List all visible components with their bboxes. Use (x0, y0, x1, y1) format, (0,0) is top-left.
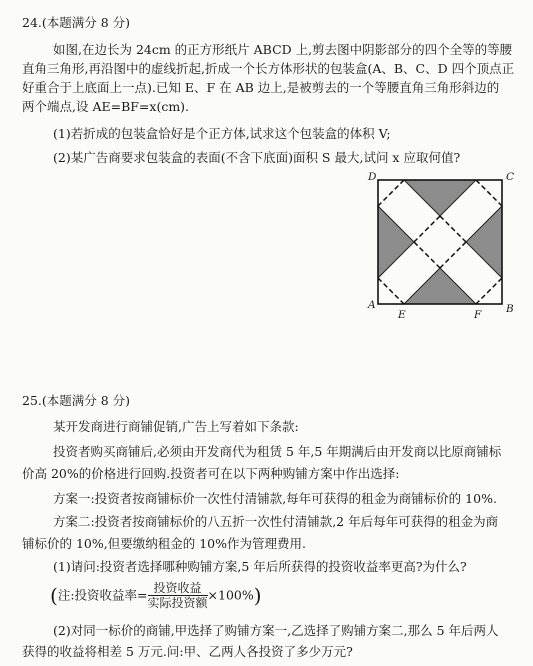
q25-plan-one: 方案一:投资者按商铺标价一次性付清铺款,每年可获得的租金为商铺标价的 10%. (53, 491, 497, 506)
q24-heading: 24.(本题满分 8 分) (22, 15, 131, 30)
label-b: B (506, 303, 514, 315)
q25-text-line: 铺标价的 10%,但要缴纳租金的 10%作为管理费用. (22, 536, 306, 551)
q25-text-line: 获得的收益将相差 5 万元.问:甲、乙两人各投资了多少万元? (22, 644, 353, 659)
figure-svg (368, 172, 520, 328)
q24-text-line: 直角三角形,再沿图中的虚线折起,折成一个长方体形状的包装盒(A、B、C、D 四个顶点正 (22, 61, 515, 76)
label-a: A (368, 299, 376, 311)
q24-text-line: 好重合于上底面上一点).已知 E、F 在 AB 边上,是被剪去的一个等腰直角三角形斜边的 (22, 80, 500, 95)
q25-part2: (2)对同一标价的商铺,甲选择了购铺方案一,乙选择了购铺方案二,那么 5 年后两人 (53, 623, 499, 638)
shaded-triangle-left (378, 206, 414, 278)
q24-part2: (2)某广告商要求包装盒的表面(不含下底面)面积 S 最大,试问 x 应取何值? (53, 150, 461, 165)
q25-intro: 某开发商进行商铺促销,广告上写着如下条款: (53, 419, 299, 434)
formula-fraction (148, 582, 208, 609)
q25-text-line: 价高 20%的价格进行回购.投资者可在以下两种购铺方案中作出选择: (22, 466, 400, 481)
formula-suffix: ×100% (207, 587, 254, 603)
label-d: D (368, 171, 377, 183)
q25-part1: (1)请问:投资者选择哪种购铺方案,5 年后所获得的投资收益率更高?为什么? (53, 559, 467, 574)
formula-note (50, 582, 262, 609)
label-f: F (474, 309, 482, 321)
formula-denominator: 实际投资额 (147, 596, 208, 610)
label-c: C (506, 171, 515, 183)
formula-prefix: 注:投资收益率= (57, 587, 148, 603)
q24-text-line: 如图,在边长为 24cm 的正方形纸片 ABCD 上,剪去图中阴影部分的四个全等的等腰 (53, 42, 513, 57)
formula-close-paren: ) (253, 583, 262, 608)
square-folding-figure (368, 172, 520, 328)
formula-open-paren: ( (50, 583, 58, 608)
shaded-triangle-bottom (404, 268, 476, 304)
q25-text-line: 投资者购买商铺后,必须由开发商代为租赁 5 年,5 年期满后由开发商以比原商铺标 (53, 444, 502, 459)
shaded-triangle-top (404, 180, 476, 216)
shaded-triangle-right (466, 206, 502, 278)
q24-text-line: 两个端点,设 AE=BF=x(cm). (22, 99, 190, 114)
formula-numerator: 投资收益 (148, 582, 208, 596)
q25-heading: 25.(本题满分 8 分) (22, 393, 131, 408)
q25-plan-two: 方案二:投资者按商铺标价的八五折一次性付清铺款,2 年后每年可获得的租金为商 (53, 514, 499, 529)
q24-part1: (1)若折成的包装盒恰好是个正方体,试求这个包装盒的体积 V; (53, 126, 391, 141)
label-e: E (398, 309, 406, 321)
